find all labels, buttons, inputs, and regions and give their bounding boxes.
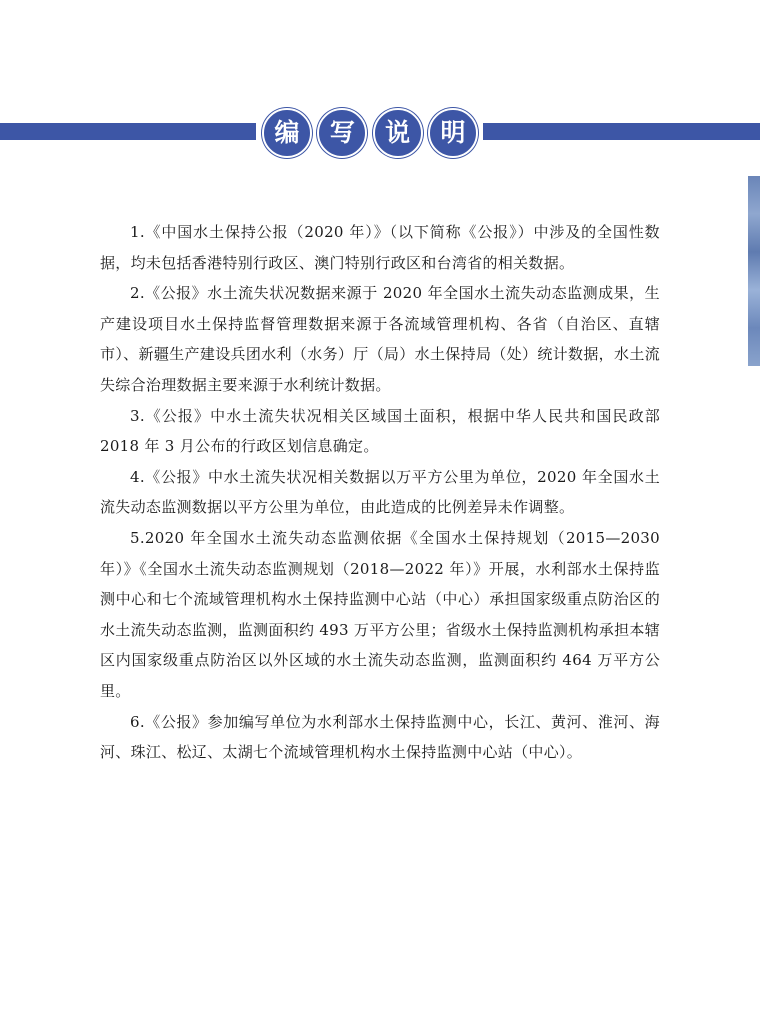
title-char-2: 写 bbox=[317, 108, 367, 158]
paragraph-1: 1.《中国水土保持公报（2020 年）》（以下简称《公报》）中涉及的全国性数据，均未包括香港特别行政区、澳门特别行政区和台湾省的相关数据。 bbox=[100, 223, 660, 272]
paragraph-5: 5.2020 年全国水土流失动态监测依据《全国水土保持规划（2015—2030 年）》《全国水土流失动态监测规划（2018—2022 年）》开展，水利部水土保持监测中心和七个流域管理机构水土保持监测中心站（中心）承担国家级重点防治区的水土流失动态监测，监测面积约 493 万平方公里；省级水土保持监测机构承担本辖区内国家级重点防治区以外区域的水土流失动态监测，监测面积约 464 万平方公里。 bbox=[100, 528, 660, 700]
paragraph-6: 6.《公报》参加编写单位为水利部水土保持监测中心，长江、黄河、淮河、海河、珠江、松辽、太湖七个流域管理机构水土保持监测中心站（中心）。 bbox=[100, 712, 660, 762]
page-title bbox=[262, 108, 478, 158]
header-band-left bbox=[0, 123, 256, 140]
title-char-4: 明 bbox=[428, 108, 478, 158]
paragraph-4: 4.《公报》中水土流失状况相关数据以万平方公里为单位，2020 年全国水土流失动态监测数据以平方公里为单位，由此造成的比例差异未作调整。 bbox=[100, 467, 660, 517]
side-decorative-tab bbox=[748, 176, 760, 366]
header-band-right bbox=[483, 123, 760, 140]
paragraph-2: 2.《公报》水土流失状况数据来源于 2020 年全国水土流失动态监测成果，生产建设项目水土保持监督管理数据来源于各流域管理机构、各省（自治区、直辖市）、新疆生产建设兵团水利（水务）厅（局）水土保持局（处）统计数据，水土流失综合治理数据主要来源于水利统计数据。 bbox=[100, 284, 660, 394]
title-char-3: 说 bbox=[373, 108, 423, 158]
title-char-1: 编 bbox=[262, 108, 312, 158]
paragraph-3: 3.《公报》中水土流失状况相关区域国土面积，根据中华人民共和国民政部 2018 年 3 月公布的行政区划信息确定。 bbox=[100, 406, 660, 456]
document-body bbox=[100, 217, 660, 768]
